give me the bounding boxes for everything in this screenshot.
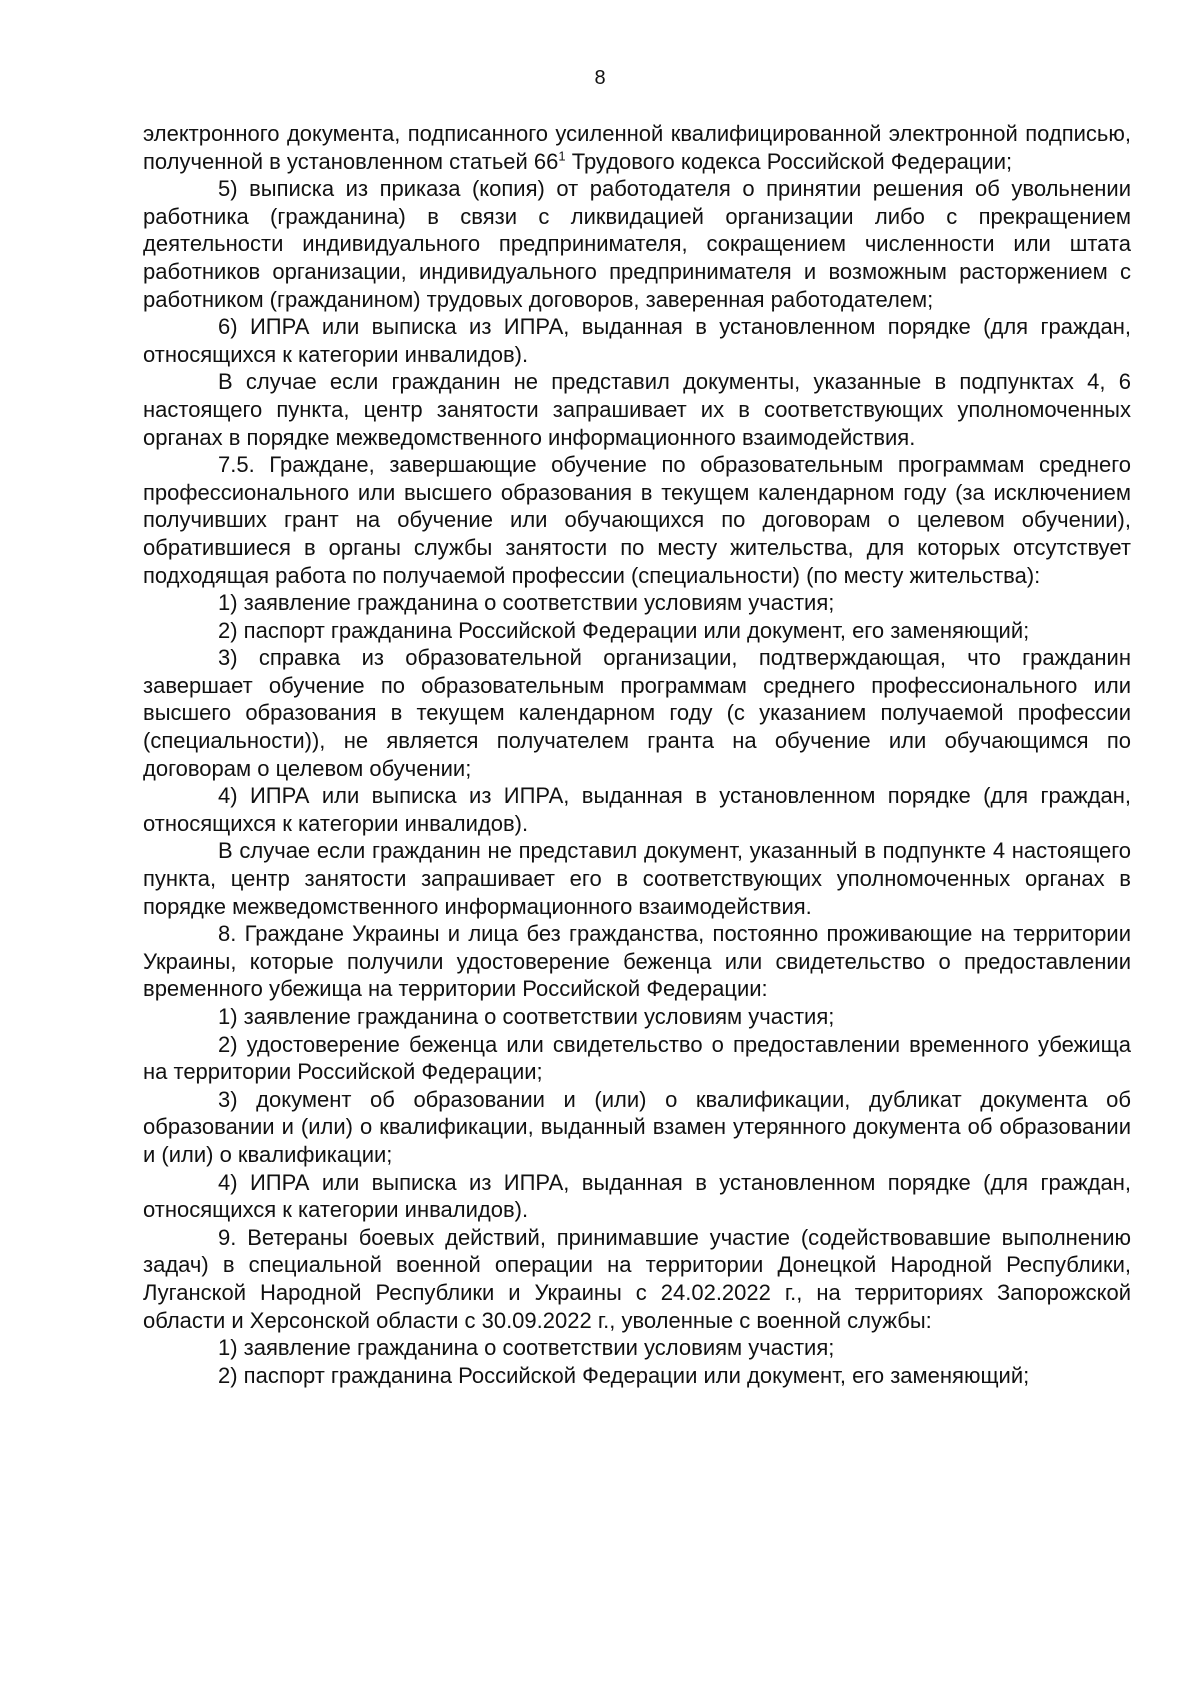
section-8-heading: 8. Граждане Украины и лица без гражданства, постоянно проживающие на территории Украины, которые получили удостоверение беженца или свидетельство о предоставлении временного убежища на территории Российской Федерации: xyxy=(143,921,1131,1002)
page-number: 8 xyxy=(594,67,606,89)
paragraph-text: электронного документа, подписанного усиленной квалифицированной электронной подписью, полученной в установленном статьей 66 xyxy=(143,121,1131,174)
paragraph-continuation xyxy=(143,120,1131,175)
section-9-heading: 9. Ветераны боевых действий, принимавшие участие (содействовавшие выполнению задач) в специальной военной операции на территории Донецкой Народной Республики, Луганской Народной Республики и Украины с 24.02.2022 г., на территориях Запорожской области и Херсонской области с 30.09.2022 г., уволенные с военной службы: xyxy=(143,1224,1131,1333)
list-item-6: 6) ИПРА или выписка из ИПРА, выданная в установленном порядке (для граждан, относящихся к категории инвалидов). xyxy=(143,314,1131,367)
footnote-superscript: 1 xyxy=(558,148,566,164)
paragraph-request-note: В случае если гражданин не представил документ, указанный в подпункте 4 настоящего пункта, центр занятости запрашивает его в соответствующих уполномоченных органах в порядке межведомственного информационного взаимодействия. xyxy=(143,838,1131,919)
list-item-4: 4) ИПРА или выписка из ИПРА, выданная в установленном порядке (для граждан, относящихся к категории инвалидов). xyxy=(143,783,1131,836)
list-item-5: 5) выписка из приказа (копия) от работодателя о принятии решения об увольнении работника (гражданина) в связи с ликвидацией организации либо с прекращением деятельности индивидуального предпринимателя, сокращением численности или штата работников организации, индивидуального предпринимателя и возможным расторжением с работником (гражданином) трудовых договоров, заверенная работодателем; xyxy=(143,176,1131,312)
list-item-1: 1) заявление гражданина о соответствии условиям участия; xyxy=(218,1004,835,1029)
section-7-5-heading: 7.5. Граждане, завершающие обучение по образовательным программам среднего профессионального или высшего образования в текущем календарном году (за исключением получивших грант на обучение или обучающихся по договорам о целевом обучении), обратившиеся в органы службы занятости по месту жительства, для которых отсутствует подходящая работа по получаемой профессии (специальности) (по месту жительства): xyxy=(143,452,1131,588)
document-body xyxy=(143,120,1131,1389)
paragraph-request-note: В случае если гражданин не представил документы, указанные в подпунктах 4, 6 настоящего пункта, центр занятости запрашивает их в соответствующих уполномоченных органах в порядке межведомственного информационного взаимодействия. xyxy=(143,369,1131,450)
list-item-2: 2) удостоверение беженца или свидетельство о предоставлении временного убежища на территории Российской Федерации; xyxy=(143,1031,1131,1085)
list-item-1: 1) заявление гражданина о соответствии условиям участия; xyxy=(218,1335,835,1361)
list-item-3: 3) документ об образовании и (или) о квалификации, дубликат документа об образовании и (или) о квалификации, выданный взамен утерянного документа об образовании и (или) о квалификации; xyxy=(143,1086,1131,1167)
list-item-2: 2) паспорт гражданина Российской Федерации или документ, его заменяющий; xyxy=(218,617,1030,643)
list-item-3: 3) справка из образовательной организации, подтверждающая, что гражданин завершает обучение по образовательным программам среднего профессионального или высшего образования в текущем календарном году (с указанием получаемой профессии (специальности)), не является получателем гранта на обучение или обучающимся по договорам о целевом обучении; xyxy=(143,645,1131,781)
paragraph-text-tail: Трудового кодекса Российской Федерации; xyxy=(565,148,1013,174)
list-item-4: 4) ИПРА или выписка из ИПРА, выданная в установленном порядке (для граждан, относящихся к категории инвалидов). xyxy=(143,1169,1131,1223)
list-item-2: 2) паспорт гражданина Российской Федерации или документ, его заменяющий; xyxy=(218,1362,1030,1388)
list-item-1: 1) заявление гражданина о соответствии условиям участия; xyxy=(218,590,835,616)
